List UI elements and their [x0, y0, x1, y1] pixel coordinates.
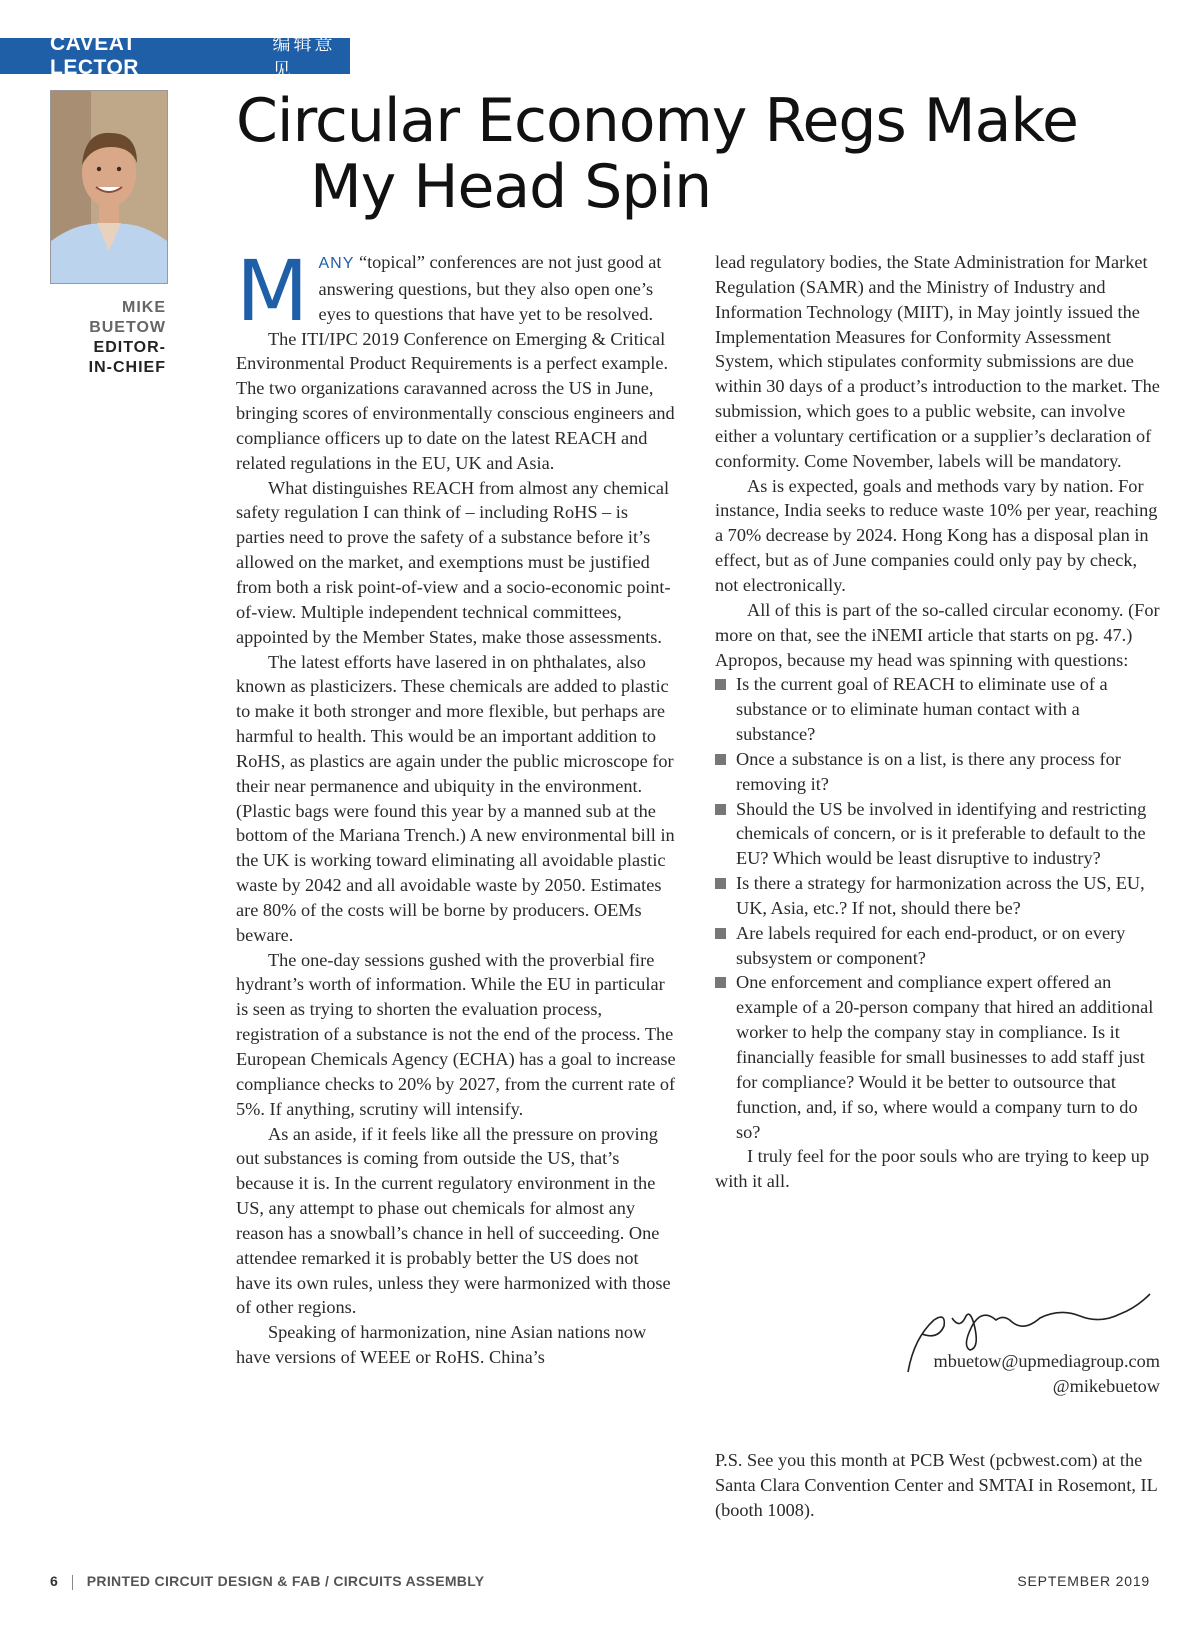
square-bullet-icon: [715, 977, 726, 988]
headline-line-2: My Head Spin: [310, 152, 712, 222]
section-title: CAVEAT LECTOR: [50, 32, 139, 79]
question-item: Is the current goal of REACH to eliminate use of a substance or to eliminate human contact with a substance?: [715, 672, 1160, 747]
publication-name: PRINTED CIRCUIT DESIGN & FAB / CIRCUITS ASSEMBLY: [86, 1573, 485, 1589]
article-paragraph-7: Speaking of harmonization, nine Asian nations now have versions of WEEE or RoHS. China’s: [236, 1322, 647, 1368]
article-paragraph-5: The one-day sessions gushed with the proverbial fire hydrant’s worth of information. While the EU in particular is seen as trying to shorten the evaluation process, registration of a substance is not the end of the process. The European Chemicals Agency (ECHA) has a goal to increase compliance checks to 20% by 2027, from the current rate of 5%. If anything, scrutiny will intensify.: [236, 949, 676, 1119]
author-byline: [50, 298, 166, 378]
square-bullet-icon: [715, 754, 726, 765]
page-number: 6: [50, 1573, 58, 1589]
article-column-left: [236, 242, 676, 1370]
article-paragraph-10: All of this is part of the so-called circular economy. (For more on that, see the iNEMI article that starts on pg. 47.) Apropos, because my head was spinning with questions:: [715, 599, 1160, 670]
author-twitter-handle[interactable]: @mikebuetow: [1052, 1376, 1160, 1396]
square-bullet-icon: [715, 928, 726, 939]
article-paragraph-6: As an aside, if it feels like all the pressure on proving out substances is coming from outside the US, that’s because it is. In the current regulatory environment in the US, any attempt to phase out chemicals for almost any reason has a snowball’s chance in hell of succeeding. One attendee remarked it is probably better the US does not have its own rules, unless they were harmonized with those of other regions.: [236, 1123, 671, 1318]
question-item: Is there a strategy for harmonization across the US, EU, UK, Asia, etc.? If not, should there be?: [715, 871, 1160, 921]
question-item: Are labels required for each end-product, or on every subsystem or component?: [715, 921, 1160, 971]
page-footer: [50, 1573, 1150, 1590]
footer-divider: [72, 1575, 73, 1590]
author-role-line1: EDITOR-: [93, 339, 166, 356]
article-paragraph-4: The latest efforts have lasered in on phthalates, also known as plasticizers. These chemicals are added to plastic to make it both stronger and more flexible, but perhaps are harmful to health. This would be an important addition to RoHS, as plastics are again under the public microscope for their near permanence and ubiquity in the environment. (Plastic bags were found this year by a manned sub at the bottom of the Mariana Trench.) A new environmental bill in the UK is working toward eliminating all avoidable plastic waste by 2042 and all avoidable waste by 2050. Estimates are 80% of the costs will be borne by producers. OEMs beware.: [236, 651, 675, 945]
author-contact: [880, 1349, 1160, 1399]
article-paragraph-2: The ITI/IPC 2019 Conference on Emerging & Critical Environmental Product Requirements is a perfect example. The two organizations caravanned across the US in June, bringing scores of environmentally conscious engineers and compliance officers up to date on the latest REACH and related regulations in the EU, UK and Asia.: [236, 328, 675, 473]
article-headline: [236, 88, 1156, 220]
issue-date: SEPTEMBER 2019: [1017, 1573, 1150, 1589]
section-header-bar: [0, 32, 350, 81]
article-paragraph-1: [236, 242, 676, 340]
author-last-name: BUETOW: [89, 319, 166, 336]
article-paragraph-9: As is expected, goals and methods vary by nation. For instance, India seeks to reduce waste 10% per year, reaching a 70% decrease by 2024. Hong Kong has a disposal plan in effect, but as of June companies could only pay by check, not electronically.: [715, 475, 1158, 595]
square-bullet-icon: [715, 878, 726, 889]
article-column-right: [715, 250, 1160, 1194]
questions-list: [715, 672, 1160, 1144]
paragraph-1-text: “topical” conferences are not just good at answering questions, but they also open one’s eyes to questions that have yet to be resolved.: [318, 252, 662, 324]
question-item: Should the US be involved in identifying and restricting chemicals of concern, or is it preferable to default to the EU? Which would be least disruptive to industry?: [715, 797, 1160, 872]
author-first-name: MIKE: [122, 299, 166, 316]
author-email[interactable]: mbuetow@upmediagroup.com: [933, 1351, 1160, 1371]
section-title-chinese: 编辑意见: [272, 34, 336, 81]
headline-line-1: Circular Economy Regs Make: [236, 86, 1078, 156]
question-item: One enforcement and compliance expert offered an example of a 20-person company that hired an additional worker to help the company stay in compliance. Is it financially feasible for small businesses to add staff just for compliance? Would it be better to outsource that function, and, if so, where would a company turn to do so?: [715, 970, 1160, 1144]
author-photo: [50, 90, 168, 284]
postscript: P.S. See you this month at PCB West (pcbwest.com) at the Santa Clara Convention Center and SMTAI in Rosemont, IL (booth 1008).: [715, 1450, 1158, 1520]
square-bullet-icon: [715, 679, 726, 690]
article-paragraph-8: lead regulatory bodies, the State Administration for Market Regulation (SAMR) and the Ministry of Industry and Information Technology (MIIT), in May jointly issued the Implementation Measures for Conformity Assessment System, which stipulates conformity submissions are due within 30 days of a product’s introduction to the market. The submission, which goes to a public website, can involve either a voluntary certification or a supplier’s declaration of conformity. Come November, labels will be mandatory.: [715, 252, 1160, 471]
lead-in-caps: ANY: [318, 255, 355, 272]
square-bullet-icon: [715, 804, 726, 815]
question-item: Once a substance is on a list, is there any process for removing it?: [715, 747, 1160, 797]
author-portrait-illustration: [51, 91, 167, 283]
article-paragraph-closing: I truly feel for the poor souls who are trying to keep up with it all.: [715, 1146, 1150, 1192]
drop-cap: M: [236, 242, 309, 340]
author-role-line2: IN-CHIEF: [88, 359, 166, 376]
article-paragraph-3: What distinguishes REACH from almost any chemical safety regulation I can think of – including RoHS – is parties need to prove the safety of a substance before it’s allowed on the market, and exemptions must be justified from both a risk point-of-view and a socio-economic point-of-view. Multiple independent technical committees, appointed by the Member States, make those assessments.: [236, 477, 671, 647]
